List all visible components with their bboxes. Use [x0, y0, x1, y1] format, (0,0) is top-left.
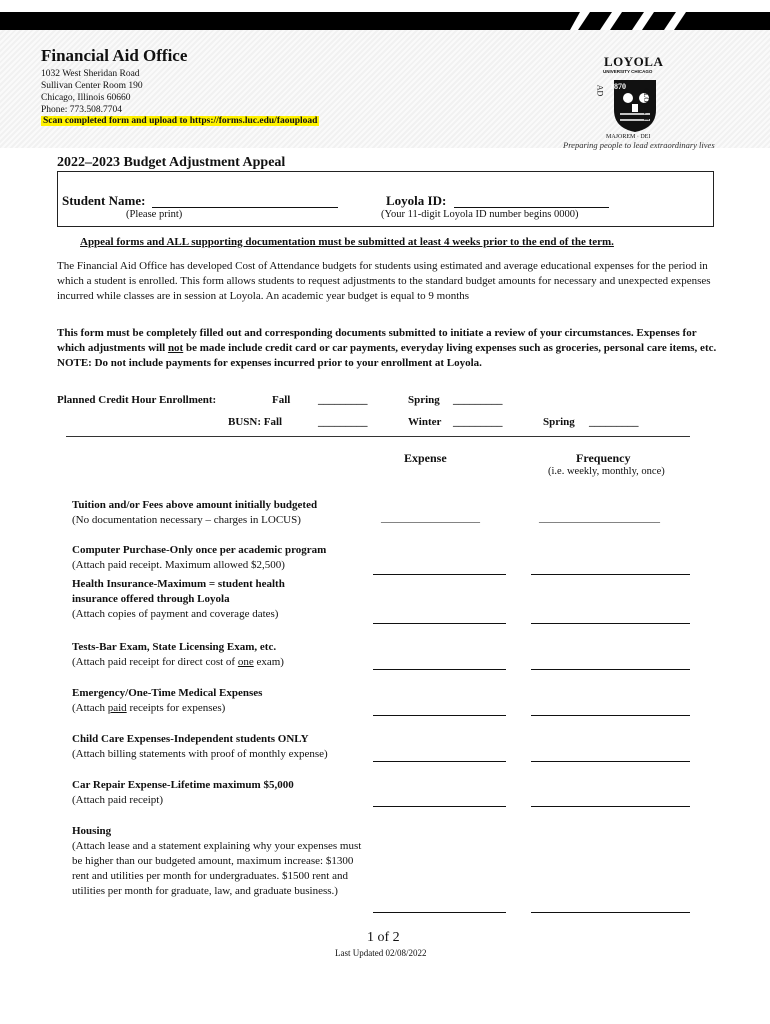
item-title: Emergency/One-Time Medical Expenses	[72, 687, 263, 699]
computer-frequency-field[interactable]	[531, 574, 690, 575]
logo-year: 1870	[610, 82, 626, 91]
item-title: Health Insurance-Maximum = student health insurance offered through Loyola	[72, 578, 285, 605]
frequency-column-header: Frequency	[576, 451, 631, 465]
health-frequency-field[interactable]	[531, 623, 690, 624]
item-title: Child Care Expenses-Independent students ONLY	[72, 733, 309, 745]
requirements-paragraph	[57, 326, 717, 371]
logo-motto-left: AD	[595, 84, 605, 97]
expense-item-housing	[72, 824, 372, 899]
medical-frequency-field[interactable]	[531, 715, 690, 716]
computer-expense-field[interactable]	[373, 574, 506, 575]
form-title: 2022–2023 Budget Adjustment Appeal	[57, 155, 286, 170]
desc-underlined: one	[237, 656, 254, 668]
desc-text: (Attach	[72, 702, 108, 714]
logo-subtitle: UNIVERSITY CHICAGO	[603, 69, 653, 74]
busn-fall-label: BUSN: Fall	[228, 416, 283, 428]
expense-column-header: Expense	[404, 451, 447, 465]
item-description	[72, 655, 372, 670]
fall-blank[interactable]: _________	[318, 394, 368, 406]
winter-blank[interactable]: _________	[453, 416, 503, 428]
office-title: Financial Aid Office	[41, 46, 188, 65]
desc-underlined: paid	[107, 702, 127, 714]
expense-item-medical	[72, 686, 372, 716]
tests-frequency-field[interactable]	[531, 669, 690, 670]
student-name-field[interactable]	[152, 192, 338, 208]
childcare-expense-field[interactable]	[373, 761, 506, 762]
submission-notice: Appeal forms and ALL supporting documentation must be submitted at least 4 weeks prior to the end of the term.	[80, 236, 614, 248]
winter-label: Winter	[408, 416, 442, 428]
address-line: Chicago, Illinois 60660	[41, 93, 131, 103]
intro-paragraph: The Financial Aid Office has developed Cost of Attendance budgets for students using estimated and average educational expenses for the period in which a student is enrolled. This form allows students to request adjustments to the standard budget amounts for necessary and unexpected expenses incurred while classes are in session at Loyola. An academic year budget is equal to 9 months	[57, 260, 711, 302]
expense-item-computer	[72, 543, 372, 573]
loyola-id-hint: (Your 11-digit Loyola ID number begins 0000)	[381, 209, 579, 220]
tagline: Preparing people to lead extraordinary lives	[563, 140, 715, 150]
loyola-id-label: Loyola ID:	[386, 193, 447, 208]
spring-label: Spring	[408, 394, 440, 406]
divider	[66, 436, 690, 437]
tuition-frequency-field[interactable]: ______________________	[539, 512, 660, 524]
header-stripe-bar	[0, 12, 770, 30]
logo-motto-bottom: MAJOREM · DEI	[606, 134, 651, 140]
car-expense-field[interactable]	[373, 806, 506, 807]
housing-frequency-field[interactable]	[531, 912, 690, 913]
housing-expense-field[interactable]	[373, 912, 506, 913]
item-title: Housing	[72, 825, 112, 837]
desc-text: (Attach paid receipt for direct cost of	[72, 656, 238, 668]
enrollment-label: Planned Credit Hour Enrollment:	[57, 394, 217, 406]
desc-text: receipts for expenses)	[126, 702, 226, 714]
requirements-text: be made include credit card or car payments, everyday living expenses such as groceries, personal care items, etc. NOTE: Do not include payments for expenses incurred prior to your enrollment at Loyola.	[57, 342, 717, 369]
phone-line: Phone: 773.508.7704	[41, 105, 123, 115]
loyola-id-field[interactable]	[454, 192, 609, 208]
expense-item-tests	[72, 640, 372, 670]
childcare-frequency-field[interactable]	[531, 761, 690, 762]
address-line: 1032 West Sheridan Road	[41, 69, 140, 79]
item-title: Car Repair Expense-Lifetime maximum $5,000	[72, 779, 294, 791]
requirements-not: not	[167, 342, 184, 354]
logo-motto-right: GLORIAM	[642, 88, 650, 121]
busn-spring-blank[interactable]: _________	[589, 416, 639, 428]
item-description: (Attach lease and a statement explaining why your expenses must be higher than our budgeted amount, maximum increase: $1300 rent and utilities per month for undergraduates. $1500 rent and utilities per month for graduate, law, and graduate business.)	[72, 840, 362, 897]
student-name-hint: (Please print)	[126, 209, 183, 220]
page-number: 1 of 2	[367, 930, 400, 945]
expense-item-child-care	[72, 732, 372, 762]
car-frequency-field[interactable]	[531, 806, 690, 807]
logo-name: LOYOLA	[604, 54, 664, 69]
frequency-note: (i.e. weekly, monthly, once)	[548, 466, 665, 477]
student-name-label: Student Name:	[62, 193, 146, 208]
item-description	[72, 701, 372, 716]
item-description: (No documentation necessary – charges in LOCUS)	[72, 514, 301, 526]
item-title: Tuition and/or Fees above amount initially budgeted	[72, 499, 318, 511]
expense-item-car-repair	[72, 778, 372, 808]
expense-item-tuition	[72, 498, 372, 528]
item-description: (Attach copies of payment and coverage dates)	[72, 608, 279, 620]
item-description: (Attach paid receipt. Maximum allowed $2,500)	[72, 559, 285, 571]
expense-item-health-insurance	[72, 577, 312, 622]
item-description: (Attach paid receipt)	[72, 794, 164, 806]
spring-blank[interactable]: _________	[453, 394, 503, 406]
item-description: (Attach billing statements with proof of monthly expense)	[72, 748, 328, 760]
tuition-expense-field[interactable]: __________________	[381, 512, 480, 524]
fall-label: Fall	[272, 394, 291, 406]
last-updated: Last Updated 02/08/2022	[335, 948, 427, 958]
item-title: Tests-Bar Exam, State Licensing Exam, etc.	[72, 641, 277, 653]
address-line: Sullivan Center Room 190	[41, 81, 143, 91]
busn-spring-label: Spring	[543, 416, 575, 428]
item-title: Computer Purchase-Only once per academic program	[72, 544, 327, 556]
desc-text: exam)	[253, 656, 284, 668]
scan-upload-note: Scan completed form and upload to https://forms.luc.edu/faoupload	[43, 116, 318, 126]
requirements-text: This form must be completely filled out and corresponding documents submitted to initiate a review of your circumstances. Expenses for which adjustments will	[57, 327, 697, 354]
busn-fall-blank[interactable]: _________	[318, 416, 368, 428]
loyola-logo	[595, 52, 670, 142]
health-expense-field[interactable]	[373, 623, 506, 624]
tests-expense-field[interactable]	[373, 669, 506, 670]
medical-expense-field[interactable]	[373, 715, 506, 716]
